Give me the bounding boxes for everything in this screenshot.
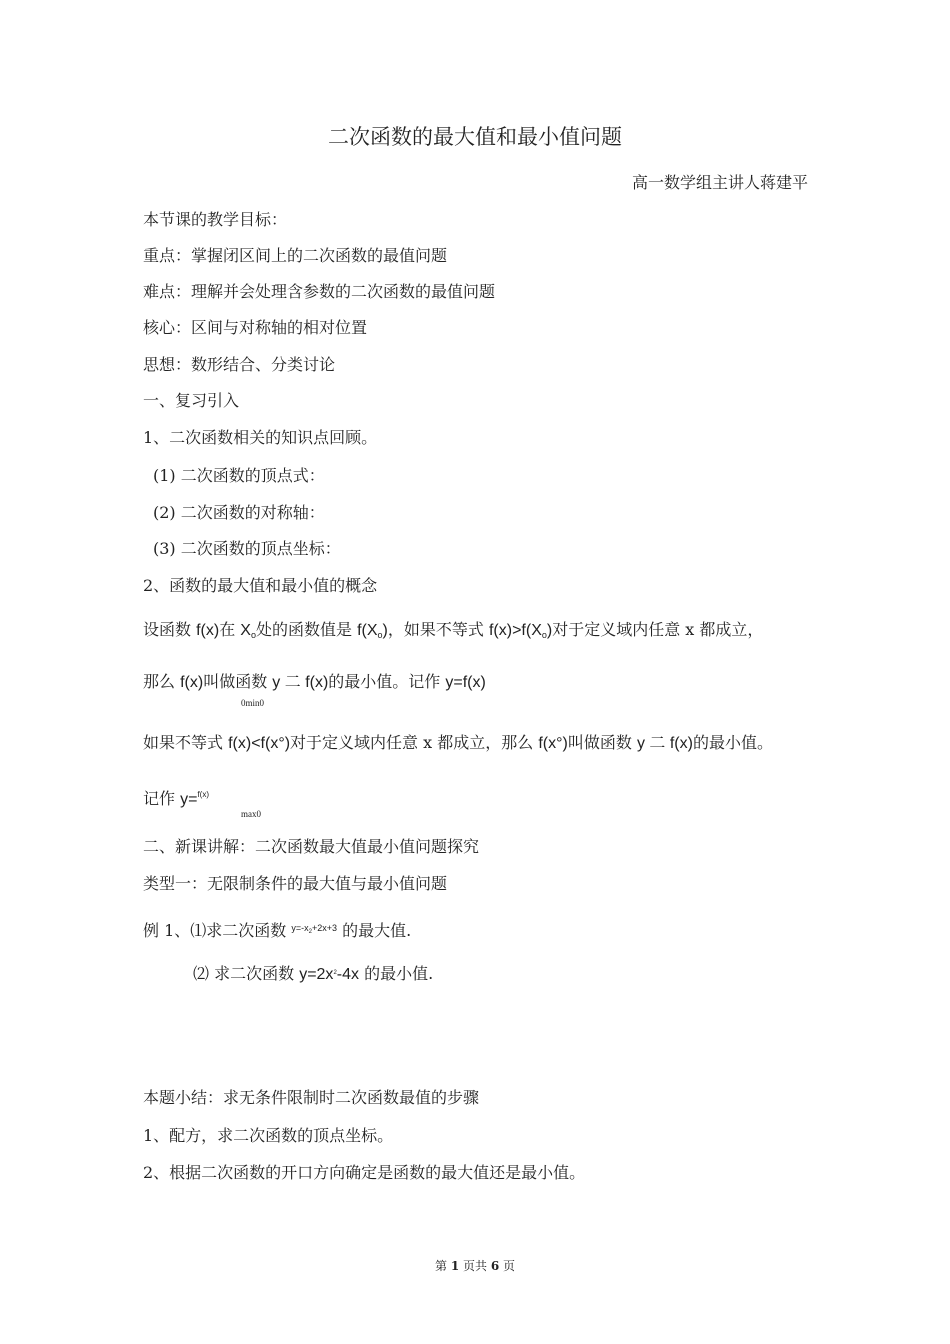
- summary-heading: 本题小结：求无条件限制时二次函数最值的步骤: [143, 1088, 480, 1107]
- author-line: 高一数学组主讲人蒋建平: [631, 173, 808, 192]
- definition-line-4: 记作 y=$^{f(x)}$: [143, 789, 209, 808]
- page-title: 二次函数的最大值和最小值问题: [328, 125, 622, 149]
- sub-item-2: (2) 二次函数的对称轴：: [153, 503, 325, 522]
- step-2: 2、根据二次函数的开口方向确定是函数的最大值还是最小值。: [143, 1163, 586, 1182]
- type-1-heading: 类型一：无限制条件的最大值与最小值问题: [143, 874, 448, 893]
- section-heading-1: 一、复习引入: [143, 391, 240, 410]
- definition-subscript-max: max0: [241, 809, 261, 819]
- sub-item-3: (3) 二次函数的顶点坐标：: [153, 539, 341, 558]
- item-1: 1、二次函数相关的知识点回顾。: [143, 428, 378, 447]
- difficulty: 难点：理解并会处理含参数的二次函数的最值问题: [143, 282, 496, 301]
- definition-line-1: 设函数 f(x)在 $X_o$处的函数值是 $f(X_o)$，如果不等式 $f(x)>f(X_o)$对于定义域内任意 x 都成立，: [143, 620, 764, 640]
- core: 核心：区间与对称轴的相对位置: [143, 318, 368, 337]
- definition-line-3: 如果不等式 f(x)<f(x°)对于定义域内任意 x 都成立，那么 f(x°)叫做函数 y 二 f(x)的最小值。: [143, 733, 773, 752]
- example-1-part-2: ⑵ 求二次函数 $y=2x^2-4x$ 的最小值.: [193, 964, 434, 983]
- item-2: 2、函数的最大值和最小值的概念: [143, 576, 378, 595]
- definition-subscript-min: 0min0: [241, 698, 265, 708]
- step-1: 1、配方，求二次函数的顶点坐标。: [143, 1126, 394, 1145]
- sub-item-1: (1) 二次函数的顶点式：: [153, 466, 325, 485]
- idea: 思想：数形结合、分类讨论: [143, 355, 336, 374]
- section-heading-2: 二、新课讲解：二次函数最大值最小值问题探究: [143, 837, 480, 856]
- definition-line-2: 那么 f(x)叫做函数 y 二 f(x)的最小值。记作 y=f(x): [143, 672, 486, 691]
- page-footer: 第 1 页共 6 页: [434, 1259, 515, 1273]
- key-point: 重点：掌握闭区间上的二次函数的最值问题: [143, 246, 448, 265]
- goals-heading: 本节课的教学目标：: [143, 210, 288, 229]
- example-1-part-1: 例 1、⑴求二次函数 $^{y=-x}2^{+2x+3}$ 的最大值.: [143, 921, 412, 940]
